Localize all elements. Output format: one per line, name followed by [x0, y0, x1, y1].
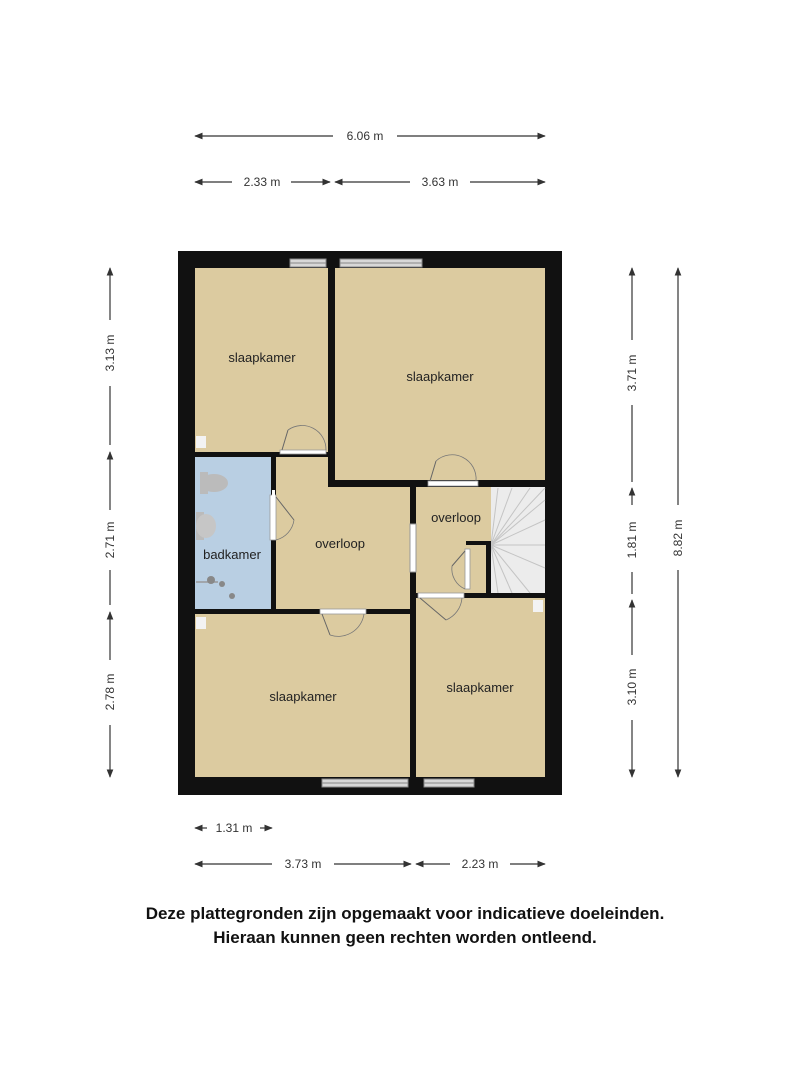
dimension-top-right-width	[335, 175, 545, 189]
disclaimer-line-2: Hieraan kunnen geen rechten worden ontleend.	[213, 928, 597, 947]
dimension-label: 3.63 m	[421, 175, 459, 189]
dimension-label: 3.10 m	[625, 668, 639, 706]
room-label-bedroom-top-right: slaapkamer	[406, 369, 474, 384]
dimension-right-middle-height	[625, 488, 639, 594]
dimension-label: 2.23 m	[461, 857, 499, 871]
dimension-label: 3.13 m	[103, 334, 117, 372]
dimension-right-bottom-height	[625, 600, 639, 777]
dimension-overall-width	[195, 129, 545, 143]
dimension-bottom-small-width	[195, 821, 272, 835]
dimension-bottom-left-width	[195, 857, 411, 871]
dimension-label: 1.31 m	[215, 821, 253, 835]
dimension-label: 8.82 m	[671, 519, 685, 557]
dimension-label: 1.81 m	[625, 521, 639, 559]
dimension-bottom-right-width	[416, 857, 545, 871]
dimension-right-top-height	[625, 268, 639, 482]
room-label-bedroom-bottom-right: slaapkamer	[446, 680, 514, 695]
dimension-label: 2.33 m	[243, 175, 281, 189]
dimension-label: 3.71 m	[625, 354, 639, 392]
staircase	[491, 487, 545, 593]
dimension-left-middle-height	[103, 452, 117, 605]
room-label-landing-main: overloop	[315, 536, 365, 551]
dimension-label: 2.71 m	[103, 521, 117, 559]
room-label-landing-small: overloop	[431, 510, 481, 525]
dimension-overall-height	[671, 268, 685, 777]
dimension-top-left-width	[195, 175, 330, 189]
dimension-label: 3.73 m	[284, 857, 322, 871]
disclaimer	[0, 902, 810, 950]
room-label-bathroom: badkamer	[203, 547, 261, 562]
disclaimer-line-1: Deze plattegronden zijn opgemaakt voor indicatieve doeleinden.	[145, 904, 665, 923]
dimension-left-bottom-height	[103, 612, 117, 777]
room-label-bedroom-bottom-left: slaapkamer	[269, 689, 337, 704]
dimension-label: 6.06 m	[346, 129, 384, 143]
room-label-bedroom-top-left: slaapkamer	[228, 350, 296, 365]
dimension-left-top-height	[103, 268, 117, 445]
dimension-label: 2.78 m	[103, 673, 117, 711]
